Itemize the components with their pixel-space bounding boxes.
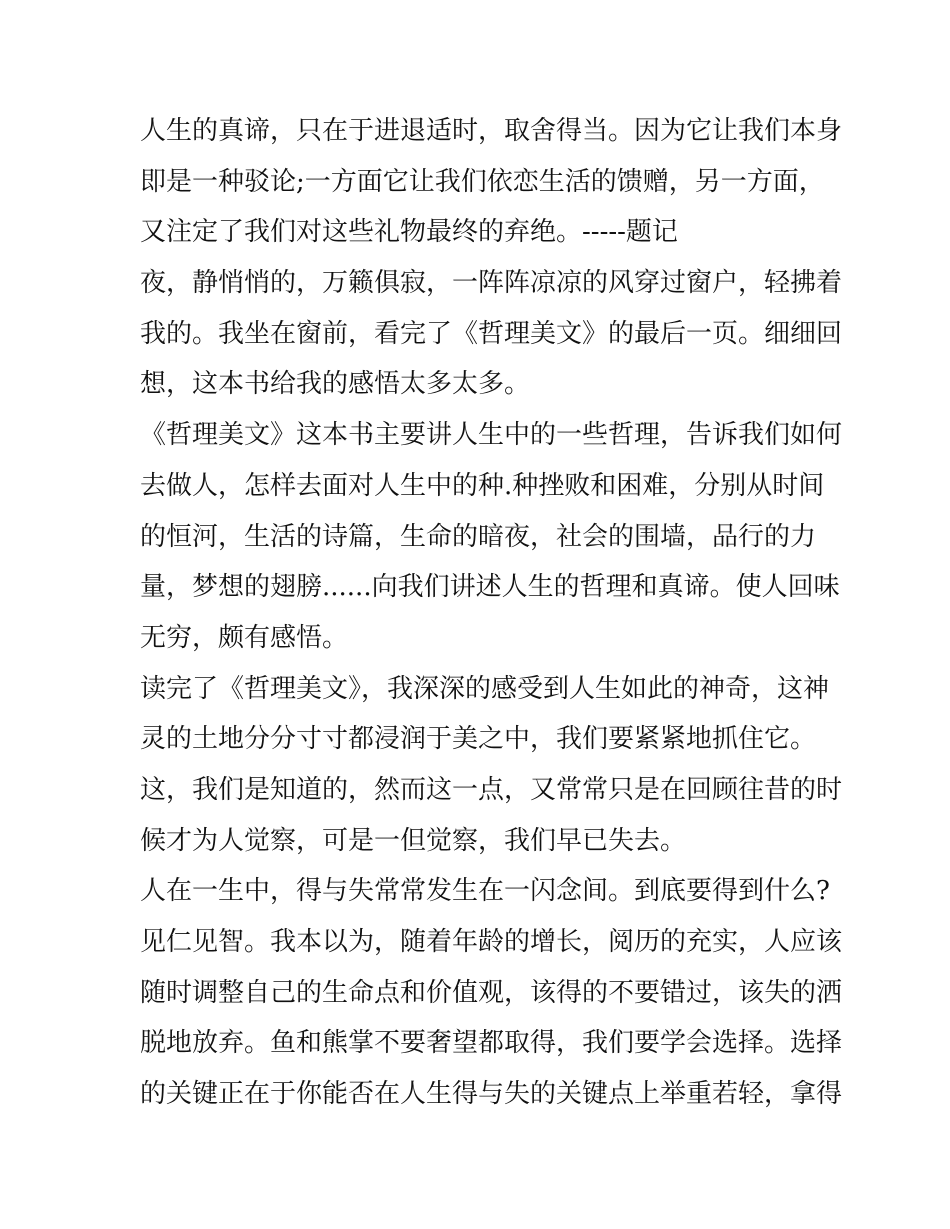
text-line: 见仁见智。我本以为，随着年龄的增长，阅历的充实，人应该 xyxy=(140,927,843,957)
text-line: 即是一种驳论;一方面它让我们依恋生活的馈赠，另一方面， xyxy=(140,166,825,197)
text-line: 的关键正在于你能否在人生得与失的关键点上举重若轻，拿得 xyxy=(140,1079,843,1110)
text-line: 去做人，怎样去面对人生中的种.种挫败和困难，分别从时间 xyxy=(140,470,825,501)
text-line: 脱地放弃。鱼和熊掌不要奢望都取得，我们要学会选择。选择 xyxy=(140,1028,843,1059)
text-line: 这，我们是知道的，然而这一点，又常常只是在回顾往昔的时 xyxy=(140,774,843,805)
text-line: 量，梦想的翅膀......向我们讲述人生的哲理和真谛。使人回味 xyxy=(140,572,840,603)
text-line: 人生的真谛，只在于进退适时，取舍得当。因为它让我们本身 xyxy=(140,116,843,146)
essay-text xyxy=(140,106,843,1120)
text-line: 随时调整自己的生命点和价值观，该得的不要错过，该失的洒 xyxy=(140,977,843,1008)
text-line: 的恒河，生活的诗篇，生命的暗夜，社会的围墙，品行的力 xyxy=(140,521,817,552)
text-line: 候才为人觉察，可是一但觉察，我们早已失去。 xyxy=(140,825,687,856)
text-line: 灵的土地分分寸寸都浸润于美之中，我们要紧紧地抓住它。 xyxy=(140,724,817,755)
text-line: 我的。我坐在窗前，看完了《哲理美文》的最后一页。细细回 xyxy=(140,318,843,349)
text-line: 人在一生中，得与失常常发生在一闪念间。到底要得到什么? xyxy=(140,876,830,907)
text-line: 无穷，颇有感悟。 xyxy=(140,622,349,653)
text-line: 夜，静悄悄的，万籁俱寂，一阵阵凉凉的风穿过窗户，轻拂着 xyxy=(140,268,843,299)
text-line: 又注定了我们对这些礼物最终的弃绝。-----题记 xyxy=(140,217,678,248)
text-line: 想，这本书给我的感悟太多太多。 xyxy=(140,369,531,400)
text-line: 《哲理美文》这本书主要讲人生中的一些哲理，告诉我们如何 xyxy=(140,420,843,451)
text-line: 读完了《哲理美文》，我深深的感受到人生如此的神奇，这神 xyxy=(140,673,830,704)
